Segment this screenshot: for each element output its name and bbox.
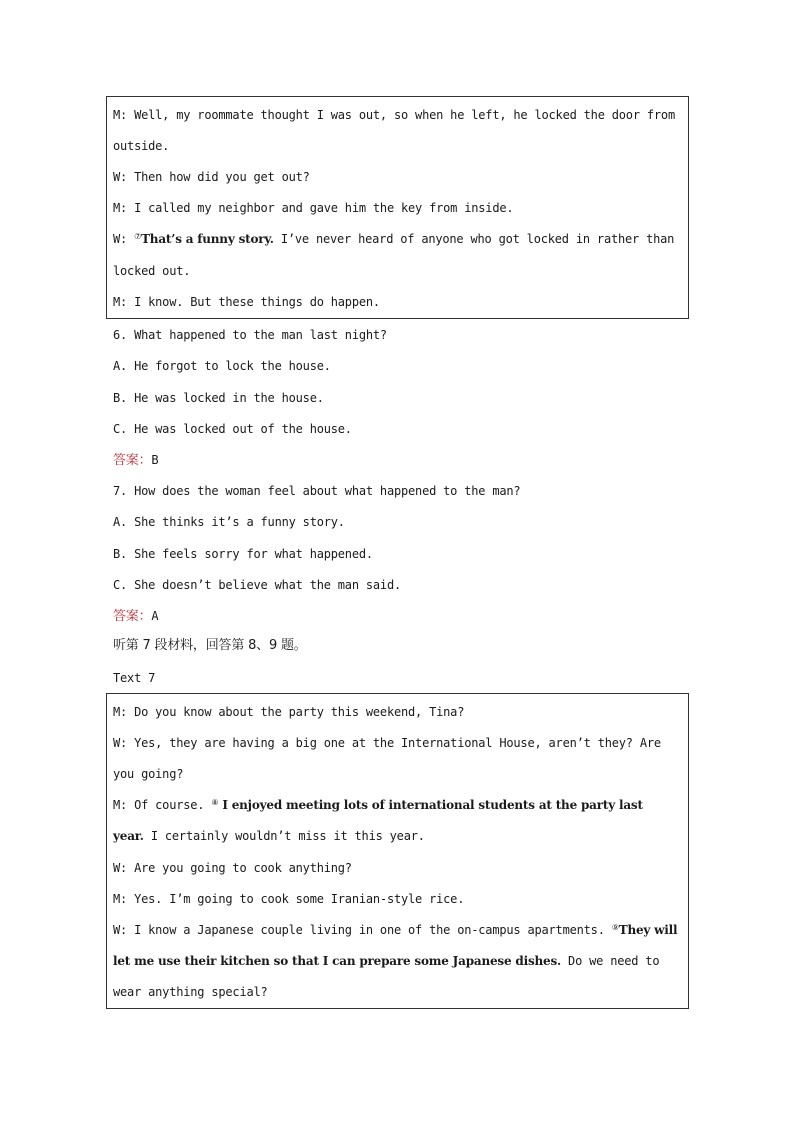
- highlight-sentence: year.: [113, 829, 144, 843]
- dialog1-line-7: M: I know. But these things do happen.: [113, 295, 380, 309]
- q6-option-c: C. He was locked out of the house.: [113, 422, 352, 436]
- q6-question: 6. What happened to the man last night?: [113, 328, 387, 342]
- answer-value: B: [151, 453, 159, 467]
- dialog1-line-4: M: I called my neighbor and gave him the key from inside.: [113, 201, 514, 215]
- answer-value: A: [151, 609, 159, 623]
- q7-answer: [113, 609, 158, 623]
- q7-question: 7. How does the woman feel about what happened to the man?: [113, 484, 521, 498]
- note-marker-8: ⑧: [211, 798, 219, 807]
- dialog2-line-7: M: Yes. I’m going to cook some Iranian-style rice.: [113, 892, 465, 906]
- highlight-sentence: That’s a funny story.: [141, 232, 274, 246]
- line-text: I certainly wouldn’t miss it this year.: [143, 829, 425, 843]
- speaker-prefix: W:: [113, 232, 135, 246]
- dialog1-line-5: [113, 232, 674, 246]
- note-marker-9: ⑨: [611, 923, 619, 932]
- dialog2-line-6: W: Are you going to cook anything?: [113, 861, 352, 875]
- q6-option-a: A. He forgot to lock the house.: [113, 359, 331, 373]
- line-text: Do we need to: [561, 954, 660, 968]
- dialog2-line-3: you going?: [113, 767, 184, 781]
- dialog2-line-4: [113, 798, 643, 812]
- text-label: Text 7: [113, 671, 156, 685]
- dialog1-line-2: outside.: [113, 139, 170, 153]
- line-text: I’ve never heard of anyone who got locked in rather than: [273, 232, 675, 246]
- dialog2-line-10: wear anything special?: [113, 985, 268, 999]
- q7-option-b: B. She feels sorry for what happened.: [113, 547, 373, 561]
- dialog1-line-6: locked out.: [113, 264, 191, 278]
- speaker-prefix: M: Of course.: [113, 798, 212, 812]
- note-marker-7: ⑦: [134, 232, 142, 241]
- line-text: W: I know a Japanese couple living in one of the on-campus apartments.: [113, 923, 612, 937]
- q7-option-a: A. She thinks it’s a funny story.: [113, 515, 345, 529]
- dialog1-line-1: M: Well, my roommate thought I was out, so when he left, he locked the door from: [113, 108, 675, 122]
- dialog2-line-5: [113, 829, 425, 843]
- dialog2-line-2: W: Yes, they are having a big one at the International House, aren’t they? Are: [113, 736, 661, 750]
- highlight-sentence: I enjoyed meeting lots of international students at the party last: [218, 798, 643, 812]
- q6-option-b: B. He was locked in the house.: [113, 391, 324, 405]
- q6-answer: [113, 453, 158, 467]
- dialog2-line-8: [113, 923, 677, 937]
- section-instruction: 听第 7 段材料，回答第 8、9 题。: [113, 638, 307, 653]
- answer-label: 答案：: [113, 453, 152, 468]
- dialog2-line-9: [113, 954, 659, 968]
- highlight-sentence: They will: [618, 923, 678, 937]
- dialog1-line-3: W: Then how did you get out?: [113, 170, 310, 184]
- dialog2-line-1: M: Do you know about the party this weekend, Tina?: [113, 705, 465, 719]
- highlight-sentence: let me use their kitchen so that I can prepare some Japanese dishes.: [113, 954, 562, 968]
- answer-label: 答案：: [113, 609, 152, 624]
- q7-option-c: C. She doesn’t believe what the man said.: [113, 578, 402, 592]
